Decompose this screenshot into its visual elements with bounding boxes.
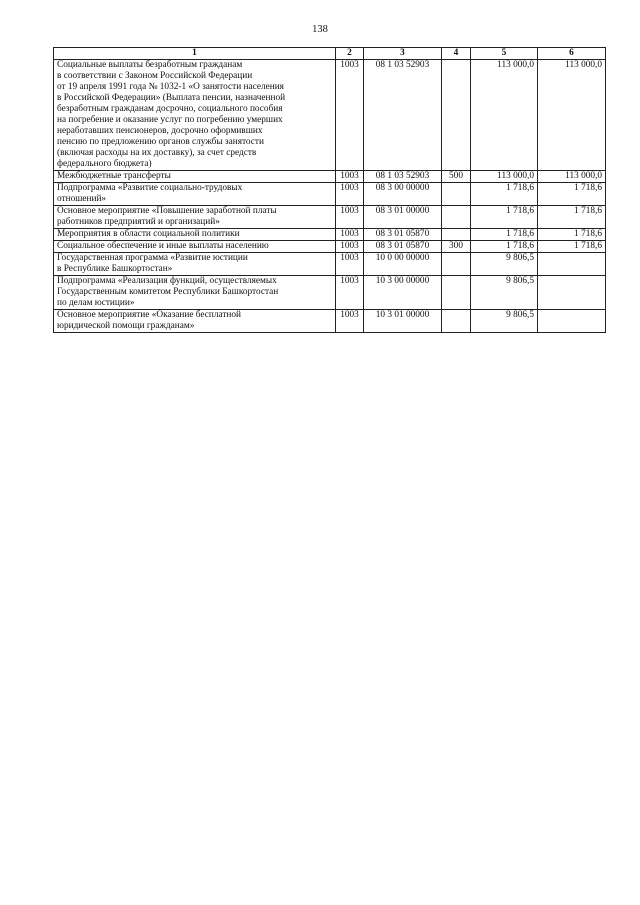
row-amount-1-cell: 1 718,6 xyxy=(471,229,538,241)
row-target-code-cell: 10 3 01 00000 xyxy=(364,310,442,333)
row-amount-2-cell: 113 000,0 xyxy=(538,171,606,183)
row-amount-1-cell: 1 718,6 xyxy=(471,241,538,253)
row-section-cell: 1003 xyxy=(336,241,364,253)
row-amount-1-cell: 113 000,0 xyxy=(471,171,538,183)
row-section-cell: 1003 xyxy=(336,206,364,229)
header-col-6: 6 xyxy=(538,48,606,60)
row-amount-1-cell: 9 806,5 xyxy=(471,310,538,333)
row-amount-2-cell: 1 718,6 xyxy=(538,183,606,206)
row-expense-type-cell: 300 xyxy=(442,241,471,253)
row-expense-type-cell xyxy=(442,253,471,276)
row-amount-1-cell: 9 806,5 xyxy=(471,276,538,310)
row-name-cell: Социальные выплаты безработным гражданам в соответствии с Законом Российской Федерации от 19 апреля 1991 года № 1032-1 «О занятости населения в Российской Федерации» (Выплата пенсии, назначенной безработным гражданам досрочно, социального пособия на погребение и оказание услуг по погребению умерших неработавших пенсионеров, досрочно оформивших пенсию по предложению органов службы занятости (включая расходы на их доставку), за счет средств федерального бюджета) xyxy=(54,60,336,171)
row-expense-type-cell xyxy=(442,310,471,333)
row-target-code-cell: 10 0 00 00000 xyxy=(364,253,442,276)
row-section-cell: 1003 xyxy=(336,253,364,276)
row-section-cell: 1003 xyxy=(336,310,364,333)
row-name-cell: Подпрограмма «Реализация функций, осуществляемых Государственным комитетом Республики Башкортостан по делам юстиции» xyxy=(54,276,336,310)
row-target-code-cell: 08 3 00 00000 xyxy=(364,183,442,206)
row-target-code-cell: 08 1 03 52903 xyxy=(364,60,442,171)
table-row xyxy=(54,310,606,333)
row-name-cell: Государственная программа «Развитие юстиции в Республике Башкортостан» xyxy=(54,253,336,276)
header-col-1: 1 xyxy=(54,48,336,60)
row-name-cell: Мероприятия в области социальной политики xyxy=(54,229,336,241)
page-number: 138 xyxy=(312,24,328,35)
row-name-cell: Межбюджетные трансферты xyxy=(54,171,336,183)
table-header xyxy=(54,48,606,60)
row-target-code-cell: 08 1 03 52903 xyxy=(364,171,442,183)
row-amount-1-cell: 113 000,0 xyxy=(471,60,538,171)
row-amount-2-cell xyxy=(538,310,606,333)
row-amount-2-cell: 113 000,0 xyxy=(538,60,606,171)
row-section-cell: 1003 xyxy=(336,276,364,310)
table-row xyxy=(54,171,606,183)
row-target-code-cell: 08 3 01 05870 xyxy=(364,241,442,253)
table-row xyxy=(54,241,606,253)
budget-table xyxy=(53,47,606,333)
row-target-code-cell: 08 3 01 00000 xyxy=(364,206,442,229)
row-name-cell: Основное мероприятие «Повышение заработной платы работников предприятий и организаций» xyxy=(54,206,336,229)
row-amount-1-cell: 1 718,6 xyxy=(471,183,538,206)
row-target-code-cell: 08 3 01 05870 xyxy=(364,229,442,241)
table-row xyxy=(54,206,606,229)
row-expense-type-cell xyxy=(442,229,471,241)
row-expense-type-cell: 500 xyxy=(442,171,471,183)
row-target-code-cell: 10 3 00 00000 xyxy=(364,276,442,310)
table-row xyxy=(54,253,606,276)
table-row xyxy=(54,183,606,206)
row-name-cell: Основное мероприятие «Оказание бесплатной юридической помощи гражданам» xyxy=(54,310,336,333)
row-section-cell: 1003 xyxy=(336,60,364,171)
row-expense-type-cell xyxy=(442,206,471,229)
row-name-cell: Подпрограмма «Развитие социально-трудовых отношений» xyxy=(54,183,336,206)
row-section-cell: 1003 xyxy=(336,171,364,183)
row-amount-2-cell xyxy=(538,253,606,276)
row-amount-2-cell: 1 718,6 xyxy=(538,229,606,241)
row-expense-type-cell xyxy=(442,276,471,310)
row-section-cell: 1003 xyxy=(336,183,364,206)
row-name-cell: Социальное обеспечение и иные выплаты населению xyxy=(54,241,336,253)
header-col-5: 5 xyxy=(471,48,538,60)
row-amount-1-cell: 1 718,6 xyxy=(471,206,538,229)
row-amount-2-cell xyxy=(538,276,606,310)
row-expense-type-cell xyxy=(442,60,471,171)
row-amount-1-cell: 9 806,5 xyxy=(471,253,538,276)
table-body xyxy=(54,60,606,333)
table-row xyxy=(54,229,606,241)
row-section-cell: 1003 xyxy=(336,229,364,241)
row-amount-2-cell: 1 718,6 xyxy=(538,206,606,229)
row-expense-type-cell xyxy=(442,183,471,206)
header-col-3: 3 xyxy=(364,48,442,60)
header-col-4: 4 xyxy=(442,48,471,60)
table-row xyxy=(54,276,606,310)
header-col-2: 2 xyxy=(336,48,364,60)
header-row xyxy=(54,48,606,60)
row-amount-2-cell: 1 718,6 xyxy=(538,241,606,253)
table-row xyxy=(54,60,606,171)
